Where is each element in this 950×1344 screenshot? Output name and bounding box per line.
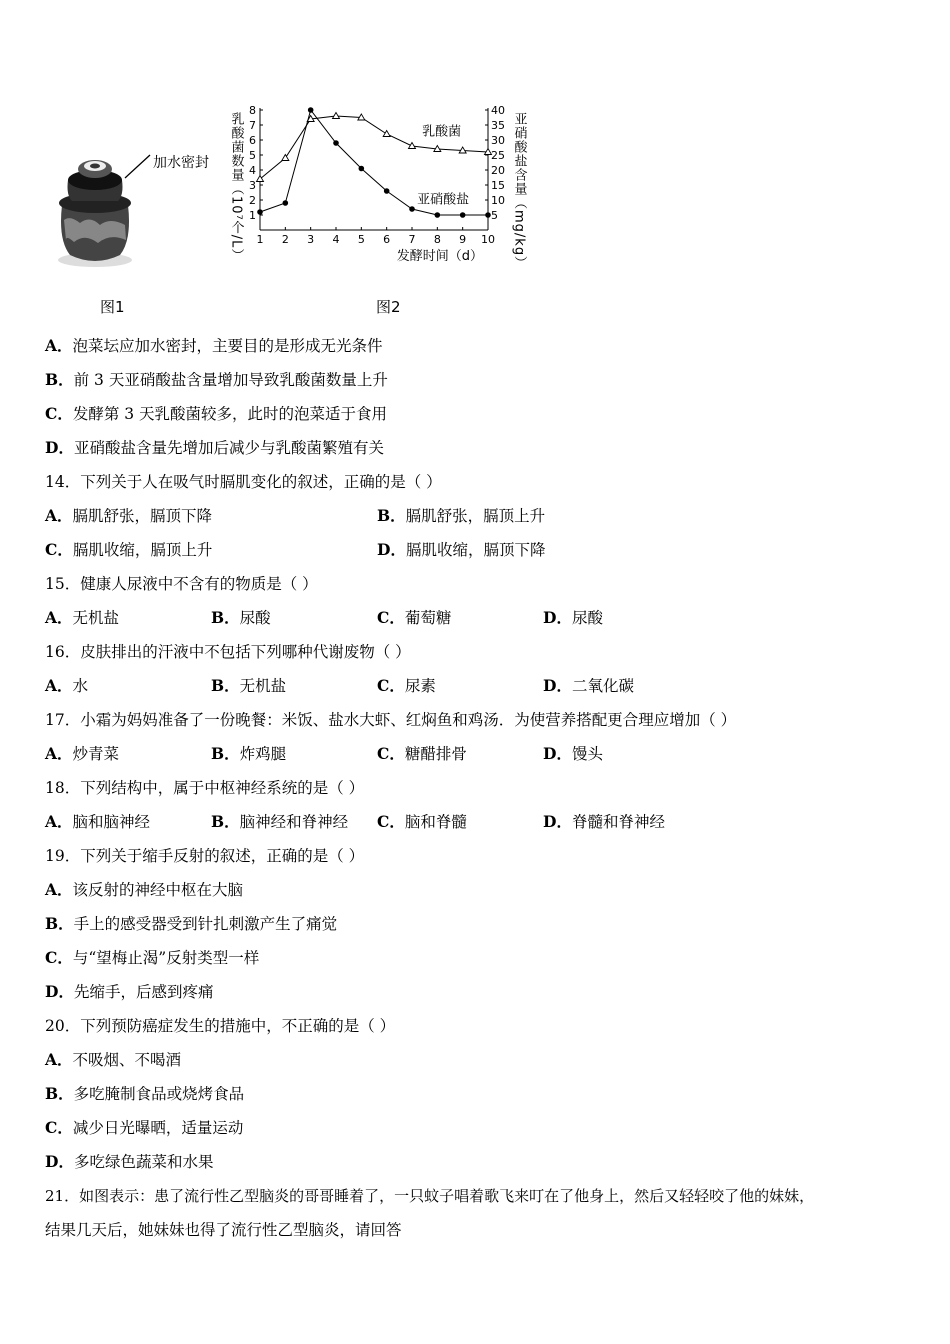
nitrite-point <box>485 212 491 218</box>
q15-option-b: B．尿酸 <box>211 608 271 627</box>
q21-line1: 21．如图表示：患了流行性乙型脑炎的哥哥睡着了，一只蚊子唱着歌飞来叮在了他身上，然后又轻轻咬了他的妹妹， <box>45 1187 815 1205</box>
q18-stem: 18．下列结构中，属于中枢神经系统的是（ ） <box>45 779 365 797</box>
q17-option-b: B．炸鸡腿 <box>211 744 287 763</box>
y-right-tick-label: 20 <box>491 164 505 177</box>
q18-option-a: A．脑和脑神经 <box>45 812 151 831</box>
q20-option-d: D．多吃绿色蔬菜和水果 <box>45 1152 214 1171</box>
y-right-axis-label: 亚硝酸盐含量（mg/kg） <box>511 112 527 271</box>
figure-area <box>40 100 560 320</box>
nitrite-point <box>333 140 339 146</box>
nitrite-point <box>257 209 263 215</box>
y-left-tick-label: 7 <box>249 119 256 132</box>
nitrite-point <box>283 200 289 206</box>
lactobacillus-point <box>383 131 390 137</box>
q13-option-a: A．泡菜坛应加水密封，主要目的是形成无光条件 <box>45 336 383 355</box>
x-tick-label: 4 <box>332 233 340 246</box>
y-left-tick-label: 5 <box>249 149 256 162</box>
y-right-tick-label: 30 <box>491 134 505 147</box>
x-axis-label: 发酵时间（d） <box>396 249 483 264</box>
y-right-tick-label: 5 <box>491 209 498 222</box>
q14-option-a: A．膈肌舒张，膈顶下降 <box>45 506 213 525</box>
y-right-tick-label: 15 <box>491 179 505 192</box>
q17-stem: 17．小霜为妈妈准备了一份晚餐：米饭、盐水大虾、红焖鱼和鸡汤．为使营养搭配更合理应增加（ ） <box>45 711 737 729</box>
nitrite-point <box>435 212 441 218</box>
y-left-tick-label: 1 <box>249 209 256 222</box>
q14-option-c: C．膈肌收缩，膈顶上升 <box>45 540 213 559</box>
q16-option-a: A．水 <box>45 676 89 695</box>
q16-option-d: D．二氧化碳 <box>543 676 634 695</box>
lactobacillus-point <box>282 155 289 161</box>
y-left-tick-label: 2 <box>249 194 256 207</box>
q13-option-c: C．发酵第 3 天乳酸菌较多，此时的泡菜适于食用 <box>45 404 388 423</box>
q20-stem: 20．下列预防癌症发生的措施中，不正确的是（ ） <box>45 1017 396 1035</box>
q18-option-d: D．脊髓和脊神经 <box>543 812 665 831</box>
q17-option-c: C．糖醋排骨 <box>377 744 467 763</box>
q19-option-a: A．该反射的神经中枢在大脑 <box>45 880 244 899</box>
q17-option-a: A．炒青菜 <box>45 744 120 763</box>
x-tick-label: 6 <box>383 233 391 246</box>
x-tick-label: 8 <box>433 233 441 246</box>
x-tick-label: 9 <box>459 233 467 246</box>
q19-option-d: D．先缩手，后感到疼痛 <box>45 982 214 1001</box>
nitrite-point <box>384 188 390 194</box>
nitrite-point <box>359 166 365 172</box>
x-tick-label: 1 <box>256 233 264 246</box>
y-left-tick-label: 3 <box>249 179 256 192</box>
figure1-callout: 加水密封 <box>153 155 209 171</box>
y-left-tick-label: 6 <box>249 134 256 147</box>
q17-option-d: D．馒头 <box>543 744 603 763</box>
q16-option-b: B．无机盐 <box>211 676 287 695</box>
fermentation-chart <box>220 100 560 295</box>
q14-option-b: B．膈肌舒张，膈顶上升 <box>377 506 546 525</box>
q19-stem: 19．下列关于缩手反射的叙述，正确的是（ ） <box>45 847 365 865</box>
q15-option-d: D．尿酸 <box>543 608 603 627</box>
q20-option-b: B．多吃腌制食品或烧烤食品 <box>45 1084 245 1103</box>
q16-stem: 16．皮肤排出的汗液中不包括下列哪种代谢废物（ ） <box>45 643 411 661</box>
lactobacillus-point <box>333 113 340 119</box>
q13-option-d: D．亚硝酸盐含量先增加后减少与乳酸菌繁殖有关 <box>45 438 384 457</box>
nitrite-point <box>460 212 466 218</box>
lactobacillus-point <box>409 143 416 149</box>
y-right-tick-label: 35 <box>491 119 505 132</box>
q13-option-b: B．前 3 天亚硝酸盐含量增加导致乳酸菌数量上升 <box>45 370 388 389</box>
pickle-jar-illustration <box>50 145 240 275</box>
y-right-tick-label: 40 <box>491 104 505 117</box>
q21-line2: 结果几天后，她妹妹也得了流行性乙型脑炎，请回答 <box>45 1221 402 1239</box>
x-tick-label: 2 <box>281 233 289 246</box>
lactobacillus-series-label: 乳酸菌 <box>422 124 462 140</box>
nitrite-series-label: 亚硝酸盐 <box>417 192 470 208</box>
figure1-label: 图1 <box>100 298 125 316</box>
q14-stem: 14．下列关于人在吸气时膈肌变化的叙述，正确的是（ ） <box>45 473 442 491</box>
q20-option-a: A．不吸烟、不喝酒 <box>45 1050 182 1069</box>
q14-option-d: D．膈肌收缩，膈顶下降 <box>377 540 546 559</box>
q19-option-b: B．手上的感受器受到针扎刺激产生了痛觉 <box>45 914 338 933</box>
x-tick-label: 10 <box>481 233 495 246</box>
y-left-tick-label: 8 <box>249 104 256 117</box>
q18-option-b: B．脑神经和脊神经 <box>211 812 349 831</box>
q16-option-c: C．尿素 <box>377 676 436 695</box>
q15-option-a: A．无机盐 <box>45 608 120 627</box>
q15-stem: 15．健康人尿液中不含有的物质是（ ） <box>45 575 318 593</box>
q15-option-c: C．葡萄糖 <box>377 608 452 627</box>
q18-option-c: C．脑和脊髓 <box>377 812 467 831</box>
q19-option-c: C．与“望梅止渴”反射类型一样 <box>45 948 260 967</box>
nitrite-point <box>308 107 314 113</box>
q20-option-c: C．减少日光曝晒，适量运动 <box>45 1118 244 1137</box>
y-left-tick-label: 4 <box>249 164 256 177</box>
x-tick-label: 3 <box>307 233 315 246</box>
x-tick-label: 7 <box>408 233 416 246</box>
nitrite-point <box>409 206 415 212</box>
x-tick-label: 5 <box>357 233 365 246</box>
y-right-tick-label: 10 <box>491 194 505 207</box>
figure2-label: 图2 <box>376 298 401 316</box>
y-right-tick-label: 25 <box>491 149 505 162</box>
y-left-axis-label: 乳酸菌数量（10⁷个/L） <box>228 112 244 263</box>
